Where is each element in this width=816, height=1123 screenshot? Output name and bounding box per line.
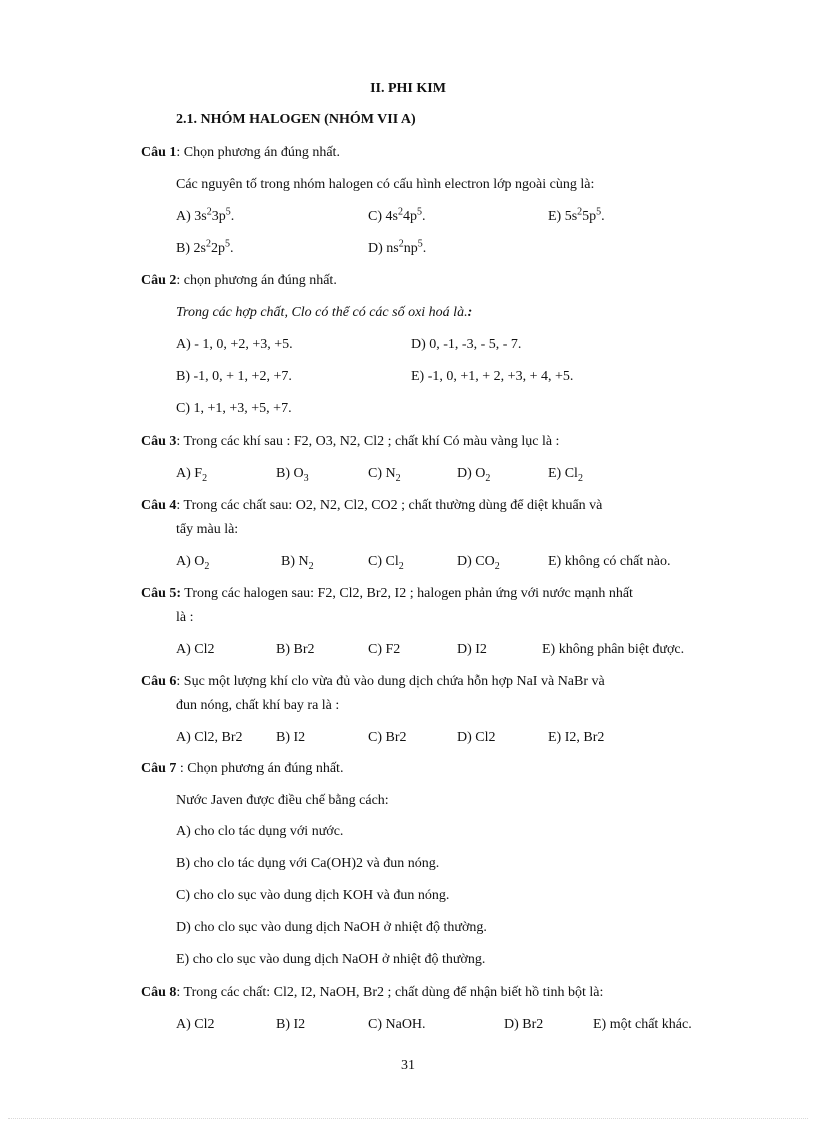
option-e: E) $5s^25p^5$. — [548, 206, 605, 224]
question-label: Câu 5: — [141, 586, 182, 601]
question-prompt: Trong các halogen sau: F2, Cl2, Br2, I2 ; halogen phản ứng với nước mạnh nhất — [181, 586, 633, 601]
option-a: A) $O_2$ — [176, 554, 210, 572]
option-a: A) $3s^23p^5$. — [176, 206, 235, 224]
option-b: B) Br2 — [276, 642, 315, 657]
question-prompt: : Sục một lượng khí clo vừa đủ vào dung dịch chứa hỗn hợp NaI và NaBr và — [176, 674, 605, 689]
question-prompt: : Trong các chất sau: O2, N2, Cl2, CO2 ; chất thường dùng để diệt khuẩn và — [176, 498, 603, 513]
question-5 — [141, 585, 633, 603]
option-c: C) NaOH. — [368, 1017, 426, 1032]
option-e: E) không có chất nào. — [548, 554, 671, 569]
option-b: B) I2 — [276, 730, 306, 745]
question-label: Câu 2 — [141, 273, 177, 288]
option-b: B) I2 — [276, 1017, 306, 1032]
option-a: A) $F_2$ — [176, 466, 208, 484]
question-stem: Nước Javen được điều chế bằng cách: — [176, 793, 389, 808]
page-bottom-divider — [8, 1118, 808, 1119]
question-1 — [141, 144, 340, 162]
option-b: B) $N_2$ — [281, 554, 314, 572]
question-6 — [141, 673, 605, 691]
option-c: C) $N_2$ — [368, 466, 401, 484]
option-d: D) 0, -1, -3, - 5, - 7. — [411, 337, 522, 352]
question-label: Câu 3 — [141, 434, 177, 449]
option-e: E) không phân biệt được. — [542, 642, 685, 657]
question-prompt: : chọn phương án đúng nhất. — [176, 273, 337, 288]
question-prompt-continued: tẩy màu là: — [176, 522, 239, 537]
option-d: D) Cl2 — [457, 730, 496, 745]
option-d: D) $CO_2$ — [457, 554, 500, 572]
question-prompt-continued: là : — [176, 610, 194, 625]
option-c: C) cho clo sục vào dung dịch KOH và đun nóng. — [176, 888, 450, 903]
option-c: C) 1, +1, +3, +5, +7. — [176, 401, 292, 416]
section-title: II. PHI KIM — [370, 81, 446, 96]
option-e: E) cho clo sục vào dung dịch NaOH ở nhiệt độ thường. — [176, 952, 486, 967]
question-label: Câu 8 — [141, 985, 177, 1000]
option-b: B) cho clo tác dụng với Ca(OH)2 và đun nóng. — [176, 856, 440, 871]
subsection-title: 2.1. NHÓM HALOGEN (NHÓM VII A) — [176, 112, 416, 127]
option-d: D) $ns^2np^5$. — [368, 238, 427, 256]
option-e: E) một chất khác. — [593, 1017, 692, 1032]
option-b: B) -1, 0, + 1, +2, +7. — [176, 369, 292, 384]
question-3 — [141, 433, 559, 451]
option-a: A) Cl2 — [176, 1017, 215, 1032]
option-c: C) Br2 — [368, 730, 407, 745]
option-d: D) $O_2$ — [457, 466, 491, 484]
option-e: E) $Cl_2$ — [548, 466, 583, 484]
question-label: Câu 1 — [141, 145, 177, 160]
option-a: A) - 1, 0, +2, +3, +5. — [176, 337, 293, 352]
option-b: B) $O_3$ — [276, 466, 309, 484]
option-c: C) $Cl_2$ — [368, 554, 404, 572]
question-prompt: : Trong các khí sau : F2, O3, N2, Cl2 ; chất khí Có màu vàng lục là : — [176, 434, 560, 449]
option-b: B) $2s^22p^5$. — [176, 238, 234, 256]
question-label: Câu 6 — [141, 674, 177, 689]
option-e: E) -1, 0, +1, + 2, +3, + 4, +5. — [411, 369, 574, 384]
option-d: D) I2 — [457, 642, 487, 657]
page-number: 31 — [401, 1058, 415, 1073]
question-label: Câu 7 — [141, 761, 177, 776]
question-prompt: : Chọn phương án đúng nhất. — [176, 145, 340, 160]
question-prompt: : Chọn phương án đúng nhất. — [176, 761, 344, 776]
option-a: A) Cl2, Br2 — [176, 730, 243, 745]
question-label: Câu 4 — [141, 498, 177, 513]
question-7 — [141, 760, 343, 778]
question-prompt: : Trong các chất: Cl2, I2, NaOH, Br2 ; chất dùng để nhận biết hồ tinh bột là: — [176, 985, 604, 1000]
question-4 — [141, 497, 602, 515]
option-c: C) $4s^24p^5$. — [368, 206, 426, 224]
question-prompt-continued: đun nóng, chất khí bay ra là : — [176, 698, 340, 713]
question-2 — [141, 272, 337, 290]
option-d: D) Br2 — [504, 1017, 544, 1032]
option-d: D) cho clo sục vào dung dịch NaOH ở nhiệt độ thường. — [176, 920, 487, 935]
option-e: E) I2, Br2 — [548, 730, 605, 745]
question-stem: Trong các hợp chất, Clo có thể có các số oxi hoá là.: — [176, 305, 473, 320]
option-a: A) Cl2 — [176, 642, 215, 657]
option-a: A) cho clo tác dụng với nước. — [176, 824, 344, 839]
option-c: C) F2 — [368, 642, 401, 657]
question-8 — [141, 984, 603, 1002]
question-stem: Các nguyên tố trong nhóm halogen có cấu hình electron lớp ngoài cùng là: — [176, 177, 595, 192]
